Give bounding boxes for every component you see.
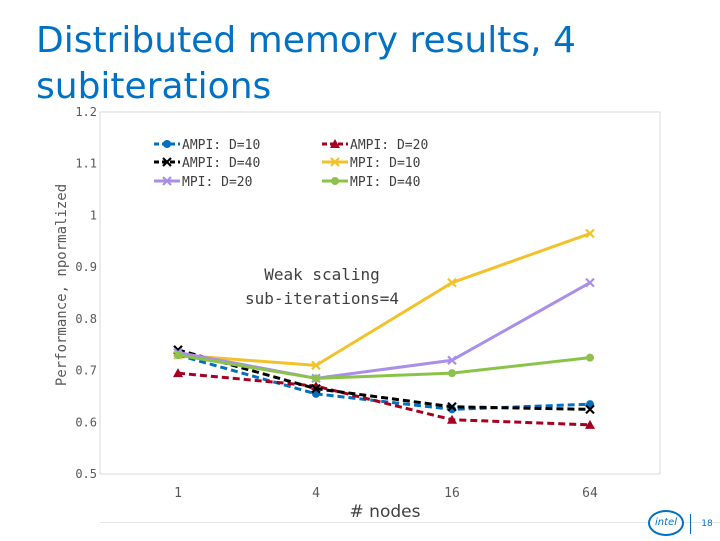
y-tick-label: 0.9: [75, 260, 97, 275]
x-tick-label: 1: [174, 486, 182, 501]
slide-title: Distributed memory results, 4 subiterations: [36, 20, 576, 107]
legend-swatch-marker: [331, 177, 339, 185]
legend-label: MPI: D=10: [350, 156, 421, 171]
legend-label: AMPI: D=10: [182, 138, 261, 153]
footer-bar: [100, 522, 720, 541]
page-number: 18: [701, 519, 713, 529]
legend-label: MPI: D=20: [182, 175, 253, 190]
y-tick-label: 1.1: [75, 156, 97, 171]
y-tick-label: 1.2: [75, 105, 97, 119]
annotation-line-1: Weak scaling: [264, 265, 380, 284]
x-tick-label: 64: [582, 486, 598, 501]
legend-label: AMPI: D=40: [182, 156, 261, 171]
legend-label: AMPI: D=20: [350, 138, 429, 153]
legend-swatch-marker: [163, 140, 171, 148]
x-axis-labels: [174, 486, 598, 501]
y-tick-label: 0.8: [75, 311, 97, 326]
data-point: [174, 351, 182, 359]
logo-divider: [690, 514, 691, 534]
y-tick-label: 1: [89, 208, 97, 223]
x-tick-label: 4: [312, 486, 320, 501]
y-axis-title: Performance, npormalized: [54, 183, 70, 387]
data-point: [312, 374, 320, 382]
intel-logo: intel: [648, 510, 684, 536]
y-tick-label: 0.6: [75, 415, 97, 430]
x-axis-title: # nodes: [349, 502, 421, 522]
data-point: [586, 354, 594, 362]
x-tick-label: 16: [444, 486, 460, 501]
data-point: [448, 369, 456, 377]
y-axis-labels: [75, 105, 97, 481]
y-tick-label: 0.5: [75, 467, 97, 481]
annotation-line-2: sub-iterations=4: [244, 289, 400, 308]
legend-label: MPI: D=40: [350, 175, 421, 190]
y-tick-label: 0.7: [75, 363, 97, 378]
